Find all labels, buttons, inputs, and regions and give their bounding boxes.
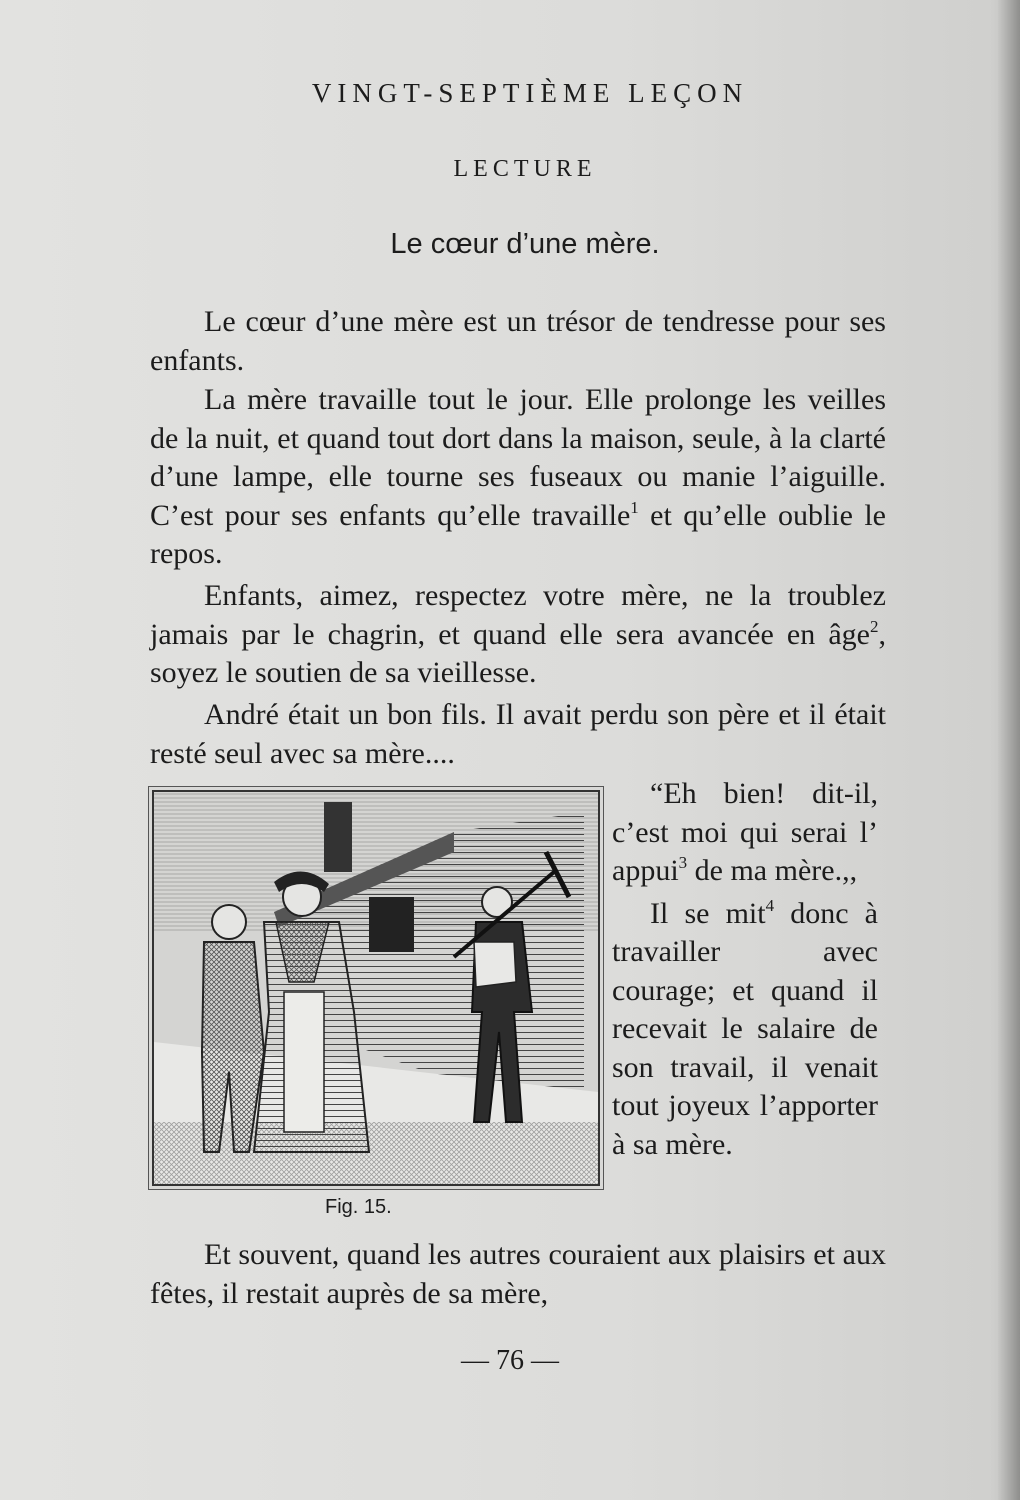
quote-text-end: de ma mère.,, [687,854,858,887]
paragraph-6-text: Et souvent, quand les autres couraient aux plaisirs et aux fêtes, il restait auprès de sa mère, [150,1238,886,1310]
paragraph-4 [150,696,886,773]
side-column-text [612,775,878,1164]
illustration-mother-and-son [152,790,600,1186]
paragraph-3 [150,577,886,693]
lesson-heading: VINGT-SEPTIÈME LEÇON [311,78,749,108]
paragraph-2-text-end: et qu’elle oublie le repos. [150,498,887,570]
paragraph-2-text: La mère travaille tout le jour. Elle prolonge les veilles de la nuit, et quand tout dort dans la maison, seule, à la clarté d’une lampe, elle tourne ses fuseaux ou manie l’aiguille. C’est pour ses enfants qu’elle travaille [150,383,886,532]
footnote-ref-3: 3 [678,853,688,872]
page-edge-shadow [998,0,1020,1500]
page-number: — 76 — [461,1345,559,1376]
quote-text: “Eh bien! dit-il, c’est moi qui serai l’ appui [612,777,878,887]
footnote-ref-2: 2 [870,616,879,636]
paragraph-2 [150,381,886,574]
side-paragraph [612,895,878,1165]
side-paragraph-text: Il se mit [650,896,766,930]
quote-paragraph [612,775,878,891]
reading-title: Le cœur d’une mère. [390,228,660,260]
footnote-ref-4: 4 [765,895,775,915]
figure-caption: Fig. 15. [325,1196,392,1218]
paragraph-4-text: André était un bon fils. Il avait perdu son père et il était resté seul avec sa mère.... [150,698,886,770]
paragraph-1 [150,303,886,380]
paragraph-3-text: Enfants, aimez, respectez votre mère, ne la troublez jamais par le chagrin, et quand elle sera avancée en âge [150,579,886,651]
paragraph-1-text: Le cœur d’une mère est un trésor de tendresse pour ses enfants. [150,305,886,377]
section-heading: LECTURE [453,156,597,182]
paragraph-6 [150,1236,886,1313]
engraving-drawing [154,792,598,1184]
side-paragraph-text-end: donc à travailler avec courage; et quand il recevait le salaire de son travail, il venait tout joyeux l’apporter à sa mère. [612,896,878,1161]
footnote-ref-1: 1 [630,497,639,517]
paragraph-3-text-end: , soyez le soutien de sa vieillesse. [150,617,886,689]
